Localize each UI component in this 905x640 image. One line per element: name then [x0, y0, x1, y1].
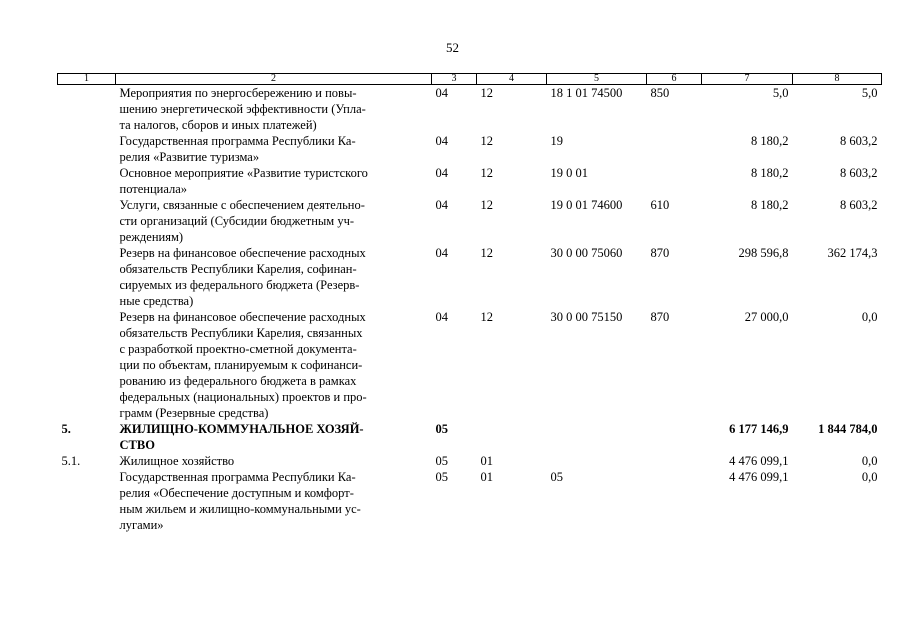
- row-subsection: 12: [480, 166, 493, 180]
- row-expense-type: [647, 133, 702, 165]
- table-row: [58, 309, 882, 421]
- header-cell-1: 1: [58, 74, 116, 85]
- row-target-code: 18 1 01 74500: [550, 86, 623, 100]
- table-row: [58, 453, 882, 469]
- row-description: Резерв на финансовое обеспечение расходных обязательств Республики Карелия, связанных с разработкой проектно-сметной документа- ции по объектам, планируемым к софинанси- рованию из федерального бюджета в рамках федеральных (национальных) проектов и про- грамм (Резервные средства): [119, 310, 367, 420]
- row-section: 04: [435, 166, 448, 180]
- table-row: [58, 197, 882, 245]
- row-amount-year2: 8 603,2: [840, 198, 878, 212]
- row-expense-type: [647, 421, 702, 453]
- row-number: [58, 469, 116, 533]
- header-cell-2: 2: [116, 74, 432, 85]
- page-number: 52: [446, 40, 459, 55]
- row-amount-year1: 4 476 099,1: [729, 454, 789, 468]
- header-cell-4: 4: [477, 74, 547, 85]
- table-row: [58, 469, 882, 533]
- row-number: [58, 165, 116, 197]
- row-target-code: [547, 453, 647, 469]
- row-number: 5.1.: [61, 454, 81, 468]
- row-number: [58, 197, 116, 245]
- row-subsection: 12: [480, 134, 493, 148]
- table-row: [58, 421, 882, 453]
- row-section: 04: [435, 198, 448, 212]
- row-description: Жилищное хозяйство: [119, 454, 235, 468]
- row-expense-type: [647, 165, 702, 197]
- row-description: Услуги, связанные с обеспечением деятельно- сти организаций (Субсидии бюджетным уч- реждениям): [119, 198, 365, 244]
- row-subsection: 12: [480, 198, 493, 212]
- row-amount-year2: 362 174,3: [827, 246, 878, 260]
- row-amount-year2: 0,0: [861, 470, 878, 484]
- row-expense-type: 870: [650, 246, 670, 260]
- header-cell-3: 3: [432, 74, 477, 85]
- row-amount-year1: 5,0: [772, 86, 789, 100]
- row-subsection: 12: [480, 246, 493, 260]
- row-target-code: 30 0 00 75150: [550, 310, 623, 324]
- row-description: Основное мероприятие «Развитие туристского потенциала»: [119, 166, 368, 196]
- row-section: 04: [435, 86, 448, 100]
- row-amount-year2: 1 844 784,0: [818, 422, 878, 436]
- row-number: 5.: [61, 422, 71, 436]
- header-cell-7: 7: [702, 74, 793, 85]
- row-description: Государственная программа Республики Ка- релия «Обеспечение доступным и комфорт- ным жильем и жилищно-коммунальными ус- лугами»: [119, 470, 361, 532]
- row-target-code: 19 0 01: [550, 166, 588, 180]
- row-section: 04: [435, 246, 448, 260]
- row-description: ЖИЛИЩНО-КОММУНАЛЬНОЕ ХОЗЯЙ- СТВО: [119, 422, 364, 452]
- row-target-code: 19 0 01 74600: [550, 198, 623, 212]
- row-number: [58, 309, 116, 421]
- row-expense-type: [647, 469, 702, 533]
- row-section: 05: [435, 470, 448, 484]
- row-amount-year1: 4 476 099,1: [729, 470, 789, 484]
- row-target-code: 19: [550, 134, 563, 148]
- table-row: [58, 245, 882, 309]
- budget-table: [57, 73, 882, 533]
- row-amount-year1: 8 180,2: [751, 134, 789, 148]
- row-subsection: 01: [480, 470, 493, 484]
- table-header: [58, 74, 882, 85]
- row-number: [58, 133, 116, 165]
- row-amount-year1: 8 180,2: [751, 166, 789, 180]
- row-expense-type: 610: [650, 198, 670, 212]
- row-amount-year1: 8 180,2: [751, 198, 789, 212]
- header-cell-6: 6: [647, 74, 702, 85]
- row-target-code: 30 0 00 75060: [550, 246, 623, 260]
- row-amount-year1: 298 596,8: [738, 246, 789, 260]
- row-description: Мероприятия по энергосбережению и повы- шению энергетической эффективности (Упла- та налогов, сборов и иных платежей): [119, 86, 366, 132]
- row-section: 05: [435, 422, 448, 436]
- header-cell-8: 8: [793, 74, 882, 85]
- table-body: [58, 85, 882, 534]
- row-description: Резерв на финансовое обеспечение расходных обязательств Республики Карелия, софинан- сируемых из федерального бюджета (Резерв- ные средства): [119, 246, 366, 308]
- row-amount-year2: 5,0: [861, 86, 878, 100]
- header-cell-5: 5: [547, 74, 647, 85]
- row-target-code: [547, 421, 647, 453]
- table-row: [58, 133, 882, 165]
- row-expense-type: 870: [650, 310, 670, 324]
- row-amount-year2: 0,0: [861, 454, 878, 468]
- row-description: Государственная программа Республики Ка- релия «Развитие туризма»: [119, 134, 356, 164]
- row-subsection: 01: [480, 454, 493, 468]
- row-amount-year1: 6 177 146,9: [729, 422, 789, 436]
- row-number: [58, 245, 116, 309]
- row-number: [58, 85, 116, 134]
- row-subsection: [477, 421, 547, 453]
- row-expense-type: 850: [650, 86, 670, 100]
- row-amount-year2: 8 603,2: [840, 166, 878, 180]
- row-subsection: 12: [480, 310, 493, 324]
- row-section: 04: [435, 310, 448, 324]
- row-section: 05: [435, 454, 448, 468]
- row-expense-type: [647, 453, 702, 469]
- row-amount-year2: 0,0: [861, 310, 878, 324]
- row-amount-year1: 27 000,0: [744, 310, 789, 324]
- row-amount-year2: 8 603,2: [840, 134, 878, 148]
- table-row: [58, 165, 882, 197]
- header-row: [58, 74, 882, 85]
- row-subsection: 12: [480, 86, 493, 100]
- row-target-code: 05: [550, 470, 563, 484]
- row-section: 04: [435, 134, 448, 148]
- table-row: [58, 85, 882, 134]
